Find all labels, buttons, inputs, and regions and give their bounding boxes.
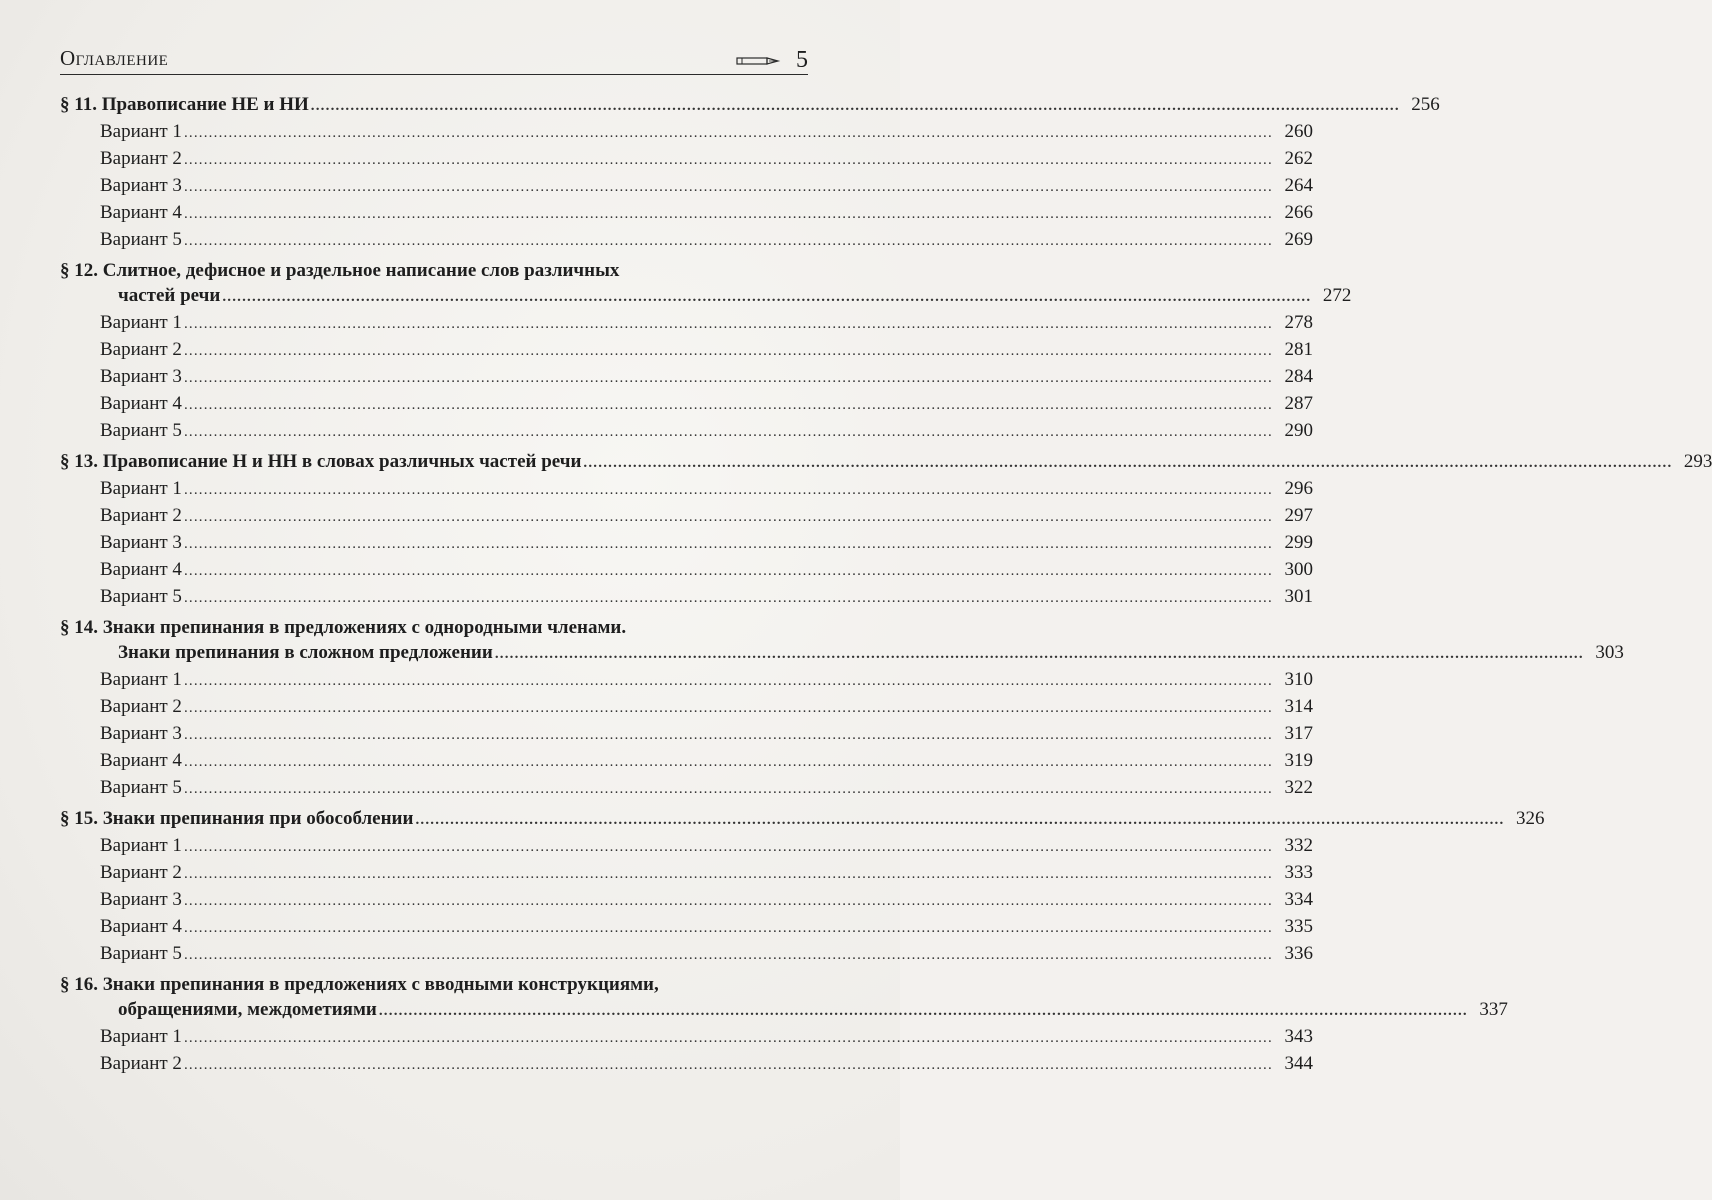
dot-leader: ............................................................................................................................................................................................................................ xyxy=(183,781,1273,797)
dot-leader: ............................................................................................................................................................................................................................ xyxy=(183,727,1273,743)
dot-leader: ............................................................................................................................................................................................................................ xyxy=(183,125,1273,141)
variant-entry-page: 269 xyxy=(1284,229,1313,250)
variant-entry-page: 284 xyxy=(1284,366,1313,387)
variant-entry-label: Вариант 3 xyxy=(100,366,182,387)
variant-entry-page: 296 xyxy=(1284,478,1313,499)
section-heading-page: 272 xyxy=(1322,285,1352,306)
variant-entry xyxy=(60,941,1313,968)
variant-entry-label: Вариант 4 xyxy=(100,750,182,771)
variant-entry-label: Вариант 1 xyxy=(100,312,182,333)
section-heading-label: обращениями, междометиями xyxy=(118,999,377,1020)
section-heading-label: § 14. Знаки препинания в предложениях с однородными членами. xyxy=(60,617,627,638)
variant-entry xyxy=(60,418,1313,445)
variant-entry xyxy=(60,1024,1313,1051)
variant-entry xyxy=(60,1051,1313,1078)
section-heading-label: § 11. Правописание НЕ и НИ xyxy=(60,94,309,115)
section-heading xyxy=(60,972,806,997)
header-right xyxy=(736,48,808,74)
page-number: 5 xyxy=(796,47,808,73)
dot-leader: ............................................................................................................................................................................................................................ xyxy=(183,179,1273,195)
variant-entry xyxy=(60,530,1313,557)
section-heading xyxy=(60,283,1352,310)
variant-entry-page: 333 xyxy=(1284,862,1313,883)
dot-leader: ............................................................................................................................................................................................................................ xyxy=(378,1003,1468,1019)
section-heading-label: § 12. Слитное, дефисное и раздельное написание слов различных xyxy=(60,260,620,281)
variant-entry xyxy=(60,119,1313,146)
section-heading-label: § 15. Знаки препинания при обособлении xyxy=(60,808,414,829)
variant-entry xyxy=(60,503,1313,530)
section-heading xyxy=(60,258,806,283)
section-heading xyxy=(60,92,1440,119)
variant-entry-label: Вариант 2 xyxy=(100,339,182,360)
dot-leader: ............................................................................................................................................................................................................................ xyxy=(183,920,1273,936)
section-heading xyxy=(60,997,1508,1024)
variant-entry-label: Вариант 4 xyxy=(100,202,182,223)
variant-entry-label: Вариант 2 xyxy=(100,1053,182,1074)
pen-icon xyxy=(736,54,780,68)
variant-entry-page: 332 xyxy=(1284,835,1313,856)
dot-leader: ............................................................................................................................................................................................................................ xyxy=(183,673,1273,689)
dot-leader: ............................................................................................................................................................................................................................ xyxy=(415,812,1505,828)
dot-leader: ............................................................................................................................................................................................................................ xyxy=(183,397,1273,413)
dot-leader: ............................................................................................................................................................................................................................ xyxy=(183,700,1273,716)
variant-entry-label: Вариант 5 xyxy=(100,943,182,964)
variant-entry-label: Вариант 4 xyxy=(100,916,182,937)
variant-entry-label: Вариант 1 xyxy=(100,1026,182,1047)
variant-entry-label: Вариант 1 xyxy=(100,669,182,690)
variant-entry xyxy=(60,887,1313,914)
dot-leader: ............................................................................................................................................................................................................................ xyxy=(183,893,1273,909)
dot-leader: ............................................................................................................................................................................................................................ xyxy=(183,754,1273,770)
dot-leader: ............................................................................................................................................................................................................................ xyxy=(183,152,1273,168)
dot-leader: ............................................................................................................................................................................................................................ xyxy=(183,563,1273,579)
variant-entry-label: Вариант 2 xyxy=(100,696,182,717)
variant-entry xyxy=(60,557,1313,584)
variant-entry-label: Вариант 2 xyxy=(100,505,182,526)
variant-entry-page: 300 xyxy=(1284,559,1313,580)
variant-entry xyxy=(60,310,1313,337)
section-heading xyxy=(60,449,1712,476)
variant-entry xyxy=(60,833,1313,860)
variant-entry-page: 319 xyxy=(1284,750,1313,771)
variant-entry-label: Вариант 3 xyxy=(100,723,182,744)
dot-leader: ............................................................................................................................................................................................................................ xyxy=(183,233,1273,249)
variant-entry-page: 297 xyxy=(1284,505,1313,526)
variant-entry-page: 266 xyxy=(1284,202,1313,223)
variant-entry xyxy=(60,667,1313,694)
variant-entry xyxy=(60,721,1313,748)
dot-leader: ............................................................................................................................................................................................................................ xyxy=(183,482,1273,498)
variant-entry-label: Вариант 2 xyxy=(100,862,182,883)
variant-entry-page: 281 xyxy=(1284,339,1313,360)
variant-entry-label: Вариант 4 xyxy=(100,559,182,580)
dot-leader: ............................................................................................................................................................................................................................ xyxy=(183,590,1273,606)
variant-entry-page: 335 xyxy=(1284,916,1313,937)
dot-leader: ............................................................................................................................................................................................................................ xyxy=(183,424,1273,440)
section-heading-label: § 16. Знаки препинания в предложениях с вводными конструкциями, xyxy=(60,974,659,995)
dot-leader: ............................................................................................................................................................................................................................ xyxy=(183,343,1273,359)
variant-entry-label: Вариант 5 xyxy=(100,420,182,441)
section-heading xyxy=(60,806,1545,833)
variant-entry xyxy=(60,200,1313,227)
variant-entry-page: 310 xyxy=(1284,669,1313,690)
variant-entry xyxy=(60,775,1313,802)
section-heading xyxy=(60,640,1624,667)
section-heading-page: 326 xyxy=(1515,808,1545,829)
variant-entry xyxy=(60,748,1313,775)
variant-entry xyxy=(60,694,1313,721)
section-heading-label: § 13. Правописание Н и НН в словах различных частей речи xyxy=(60,451,582,472)
variant-entry xyxy=(60,337,1313,364)
variant-entry-page: 278 xyxy=(1284,312,1313,333)
variant-entry xyxy=(60,391,1313,418)
section-heading xyxy=(60,615,806,640)
dot-leader: ............................................................................................................................................................................................................................ xyxy=(222,289,1312,305)
variant-entry-page: 287 xyxy=(1284,393,1313,414)
section-heading-page: 303 xyxy=(1595,642,1624,663)
section-heading-label: частей речи xyxy=(118,285,221,306)
dot-leader: ............................................................................................................................................................................................................................ xyxy=(183,370,1273,386)
dot-leader: ............................................................................................................................................................................................................................ xyxy=(183,1057,1273,1073)
dot-leader: ............................................................................................................................................................................................................................ xyxy=(310,98,1400,114)
section-heading-label: Знаки препинания в сложном предложении xyxy=(118,642,493,663)
variant-entry-label: Вариант 1 xyxy=(100,478,182,499)
variant-entry-page: 317 xyxy=(1284,723,1313,744)
variant-entry-label: Вариант 5 xyxy=(100,229,182,250)
variant-entry-page: 343 xyxy=(1284,1026,1313,1047)
variant-entry-page: 344 xyxy=(1284,1053,1313,1074)
variant-entry xyxy=(60,146,1313,173)
dot-leader: ............................................................................................................................................................................................................................ xyxy=(183,316,1273,332)
page-header xyxy=(60,44,808,75)
variant-entry xyxy=(60,173,1313,200)
variant-entry xyxy=(60,227,1313,254)
header-title: Оглавление xyxy=(60,46,169,70)
dot-leader: ............................................................................................................................................................................................................................ xyxy=(183,536,1273,552)
variant-entry xyxy=(60,584,1313,611)
variant-entry-label: Вариант 1 xyxy=(100,121,182,142)
variant-entry xyxy=(60,860,1313,887)
dot-leader: ............................................................................................................................................................................................................................ xyxy=(183,947,1273,963)
dot-leader: ............................................................................................................................................................................................................................ xyxy=(494,646,1584,662)
variant-entry xyxy=(60,914,1313,941)
variant-entry-label: Вариант 5 xyxy=(100,586,182,607)
variant-entry-label: Вариант 2 xyxy=(100,148,182,169)
variant-entry-page: 290 xyxy=(1284,420,1313,441)
variant-entry-page: 262 xyxy=(1284,148,1313,169)
variant-entry-label: Вариант 3 xyxy=(100,532,182,553)
dot-leader: ............................................................................................................................................................................................................................ xyxy=(183,206,1273,222)
variant-entry-page: 336 xyxy=(1284,943,1313,964)
variant-entry-page: 334 xyxy=(1284,889,1313,910)
dot-leader: ............................................................................................................................................................................................................................ xyxy=(183,1030,1273,1046)
variant-entry-label: Вариант 4 xyxy=(100,393,182,414)
variant-entry-page: 301 xyxy=(1284,586,1313,607)
variant-entry-page: 314 xyxy=(1284,696,1313,717)
variant-entry xyxy=(60,476,1313,503)
variant-entry-page: 264 xyxy=(1284,175,1313,196)
variant-entry-page: 299 xyxy=(1284,532,1313,553)
variant-entry-page: 322 xyxy=(1284,777,1313,798)
dot-leader: ............................................................................................................................................................................................................................ xyxy=(183,866,1273,882)
variant-entry-label: Вариант 1 xyxy=(100,835,182,856)
variant-entry-label: Вариант 5 xyxy=(100,777,182,798)
dot-leader: ............................................................................................................................................................................................................................ xyxy=(183,839,1273,855)
dot-leader: ............................................................................................................................................................................................................................ xyxy=(183,509,1273,525)
variant-entry-label: Вариант 3 xyxy=(100,175,182,196)
section-heading-page: 293 xyxy=(1683,451,1712,472)
variant-entry-page: 260 xyxy=(1284,121,1313,142)
variant-entry xyxy=(60,364,1313,391)
dot-leader: ............................................................................................................................................................................................................................ xyxy=(583,455,1673,471)
section-heading-page: 337 xyxy=(1479,999,1508,1020)
table-of-contents xyxy=(60,88,1712,1078)
section-heading-page: 256 xyxy=(1411,94,1440,115)
variant-entry-label: Вариант 3 xyxy=(100,889,182,910)
